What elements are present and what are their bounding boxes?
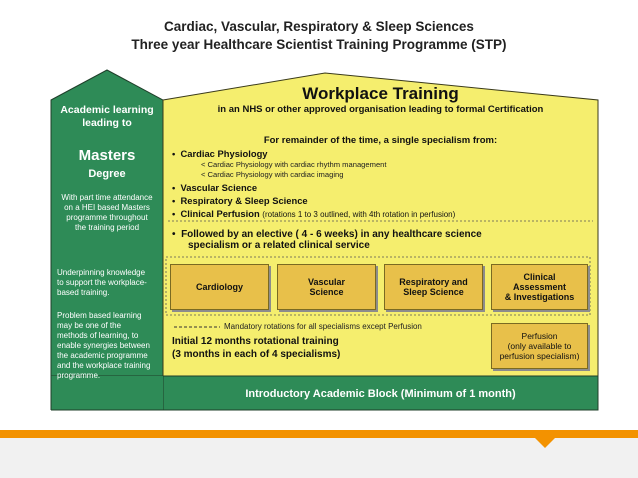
- problem-based-line: programme.: [57, 371, 101, 380]
- rotation-box-cardiology: [170, 264, 269, 310]
- elective-line1-text: Followed by an elective ( 4 - 6 weeks) in any healthcare science: [181, 229, 482, 240]
- specialism-label: Respiratory & Sleep Science: [180, 195, 308, 206]
- rotation-box-label: Cardiology: [195, 282, 243, 292]
- academic-heading-line1: Academic learning: [60, 104, 154, 116]
- diagram-title-line1: Cardiac, Vascular, Respiratory & Sleep Sciences: [164, 19, 474, 34]
- specialism-vascular: • Vascular Science: [172, 182, 258, 193]
- cardiac-subitem: < Cardiac Physiology with cardiac rhythm management: [201, 160, 387, 169]
- underpinning-line: to support the workplace-: [57, 278, 147, 287]
- elective-line1: • Followed by an elective ( 4 - 6 weeks) in any healthcare science: [172, 229, 482, 240]
- perfusion-box-label: Perfusion (only available to perfusion specialism): [499, 331, 580, 361]
- underpinning-line: Underpinning knowledge: [57, 268, 146, 277]
- elective-text: [172, 229, 482, 251]
- specialism-note: (rotations 1 to 3 outlined, with 4th rotation in perfusion): [262, 210, 456, 219]
- part-time-text: [51, 193, 163, 233]
- rotation-box-label: Respiratory and Sleep Science: [399, 277, 468, 297]
- rotation-box-vascular: [277, 264, 376, 310]
- specialism-label: Vascular Science: [180, 182, 258, 193]
- degree-label: Degree: [88, 168, 126, 180]
- legend-text: Mandatory rotations for all specialisms except Perfusion: [224, 322, 422, 331]
- problem-based-text: [57, 311, 165, 381]
- academic-heading-line2: leading to: [82, 117, 132, 129]
- problem-based-line: the academic programme: [57, 351, 148, 360]
- problem-based-line: may be one of the: [57, 321, 122, 330]
- part-time-line: With part time attendance: [61, 193, 153, 202]
- diagram-title-line2: Three year Healthcare Scientist Training Programme (STP): [131, 37, 507, 52]
- academic-block-label: Introductory Academic Block (Minimum of 1 month): [245, 388, 516, 400]
- workplace-title: Workplace Training: [302, 84, 459, 103]
- part-time-line: on a HEI based Masters: [64, 203, 150, 212]
- underpinning-text: [57, 268, 163, 298]
- problem-based-line: methods of learning, to: [57, 331, 139, 340]
- specialism-label: Cardiac Physiology: [180, 148, 268, 159]
- specialism-respiratory: • Respiratory & Sleep Science: [172, 195, 308, 206]
- rotation-box-respiratory: [384, 264, 483, 310]
- initial-line1: Initial 12 months rotational training: [172, 336, 339, 347]
- part-time-line: programme throughout: [66, 213, 148, 222]
- initial-line2: (3 months in each of 4 specialisms): [172, 349, 341, 360]
- masters-label: Masters: [78, 147, 136, 164]
- specialism-cardiac: • Cardiac Physiology: [172, 148, 268, 159]
- problem-based-line: Problem based learning: [57, 311, 142, 320]
- initial-training-text: [172, 335, 340, 361]
- rotation-box-clinical: [491, 264, 588, 310]
- cardiac-subitem: < Cardiac Physiology with cardiac imaging: [201, 170, 344, 179]
- footer-orange-stripe: [0, 430, 638, 438]
- specialism-perfusion: • Clinical Perfusion (rotations 1 to 3 outlined, with 4th rotation in perfusion): [172, 208, 456, 219]
- rotation-box-label: Clinical Assessment & Investigations: [504, 272, 575, 302]
- elective-line2: specialism or a related clinical service: [188, 240, 370, 251]
- problem-based-line: enable synergies between: [57, 341, 150, 350]
- part-time-line: the training period: [74, 223, 140, 232]
- perfusion-box: [491, 323, 588, 369]
- problem-based-line: and the workplace training: [57, 361, 151, 370]
- underpinning-line: based training.: [57, 288, 110, 297]
- rotation-box-label: Vascular Science: [307, 277, 346, 297]
- academic-heading: [51, 104, 163, 130]
- specialism-label: Clinical Perfusion: [180, 208, 260, 219]
- remainder-heading: For remainder of the time, a single specialism from:: [263, 135, 498, 146]
- workplace-subtitle: in an NHS or other approved organisation leading to formal Certification: [217, 104, 544, 115]
